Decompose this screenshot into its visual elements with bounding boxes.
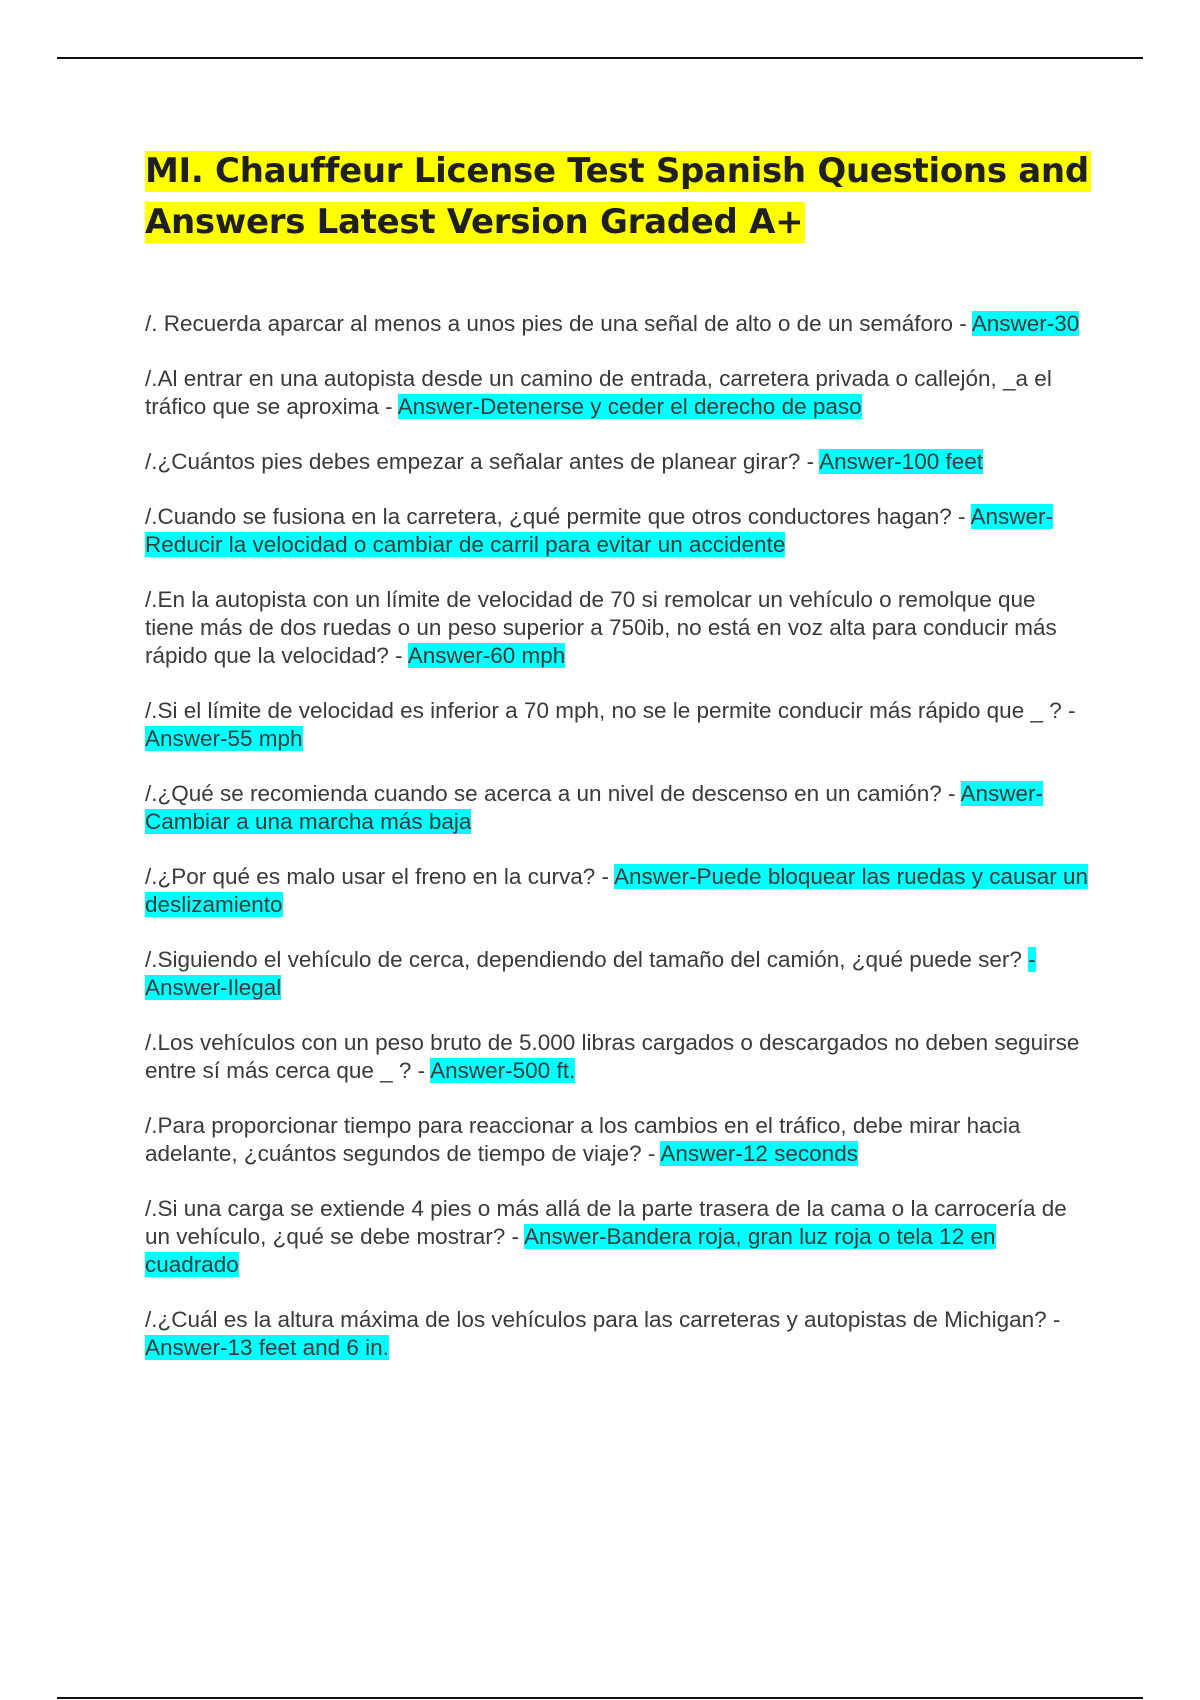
question-text: /.Para proporcionar tiempo para reaccionar a los cambios en el tráfico, debe mirar hacia adelante, ¿cuántos segundos de tiempo de viaje? -	[145, 1113, 1021, 1166]
qa-item	[145, 863, 1090, 919]
answer-text: Answer-Bandera roja, gran luz roja o tela 12 en cuadrado	[145, 1224, 996, 1277]
answer-text: Answer-Cambiar a una marcha más baja	[145, 781, 1044, 834]
question-text: /.Cuando se fusiona en la carretera, ¿qué permite que otros conductores hagan? -	[145, 504, 971, 529]
answer-text: Answer-55 mph	[145, 726, 303, 751]
question-text: /. Recuerda aparcar al menos a unos pies de una señal de alto o de un semáforo -	[145, 311, 972, 336]
question-text: /.¿Qué se recomienda cuando se acerca a un nivel de descenso en un camión? -	[145, 781, 961, 806]
qa-item	[145, 310, 1090, 338]
qa-item	[145, 780, 1090, 836]
qa-item	[145, 448, 1090, 476]
document-title	[145, 146, 1090, 248]
qa-item	[145, 697, 1090, 753]
qa-item	[145, 1306, 1090, 1362]
answer-text: Answer-Detenerse y ceder el derecho de paso	[397, 394, 862, 419]
qa-item	[145, 503, 1090, 559]
answer-text: Answer-100 feet	[819, 449, 983, 474]
question-text: /.¿Cuál es la altura máxima de los vehículos para las carreteras y autopistas de Michigan? -	[145, 1307, 1061, 1332]
question-text: /.¿Por qué es malo usar el freno en la curva? -	[145, 864, 614, 889]
question-text: /.Los vehículos con un peso bruto de 5.000 libras cargados o descargados no deben seguirse entre sí más cerca que _ ? -	[145, 1030, 1080, 1083]
qa-item	[145, 946, 1090, 1002]
qa-item	[145, 1029, 1090, 1085]
qa-item	[145, 1112, 1090, 1168]
bottom-rule	[57, 1697, 1143, 1699]
question-text: /.Si el límite de velocidad es inferior a 70 mph, no se le permite conducir más rápido que _ ? -	[145, 698, 1076, 723]
answer-text: Answer-13 feet and 6 in.	[145, 1335, 389, 1360]
question-text: /.¿Cuántos pies debes empezar a señalar antes de planear girar? -	[145, 449, 820, 474]
answer-text: Answer-Reducir la velocidad o cambiar de carril para evitar un accidente	[145, 504, 1054, 557]
answer-text: Answer-Puede bloquear las ruedas y causar un deslizamiento	[145, 864, 1089, 917]
question-text: /.Al entrar en una autopista desde un camino de entrada, carretera privada o callejón, _a el tráfico que se aproxima -	[145, 366, 1052, 419]
question-text: /.En la autopista con un límite de velocidad de 70 si remolcar un vehículo o remolque que tiene más de dos ruedas o un peso superior a 750ib, no está en voz alta para conducir más rápido que la velocidad? -	[145, 587, 1057, 668]
document-body	[145, 146, 1090, 1389]
top-rule	[57, 57, 1143, 59]
title-highlight: MI. Chauffeur License Test Spanish Questions and Answers Latest Version Graded A+	[145, 151, 1089, 242]
question-text: /.Siguiendo el vehículo de cerca, dependiendo del tamaño del camión, ¿qué puede ser?	[145, 947, 1029, 972]
question-text: /.Si una carga se extiende 4 pies o más allá de la parte trasera de la cama o la carrocería de un vehículo, ¿qué se debe mostrar? -	[145, 1196, 1067, 1249]
qa-item	[145, 365, 1090, 421]
answer-text: Answer-30	[971, 311, 1080, 336]
answer-text: Answer-12 seconds	[660, 1141, 858, 1166]
answer-text: - Answer-Ilegal	[145, 947, 1036, 1000]
qa-item	[145, 586, 1090, 670]
qa-item	[145, 1195, 1090, 1279]
answer-text: Answer-60 mph	[407, 643, 566, 668]
answer-text: Answer-500 ft.	[430, 1058, 576, 1083]
